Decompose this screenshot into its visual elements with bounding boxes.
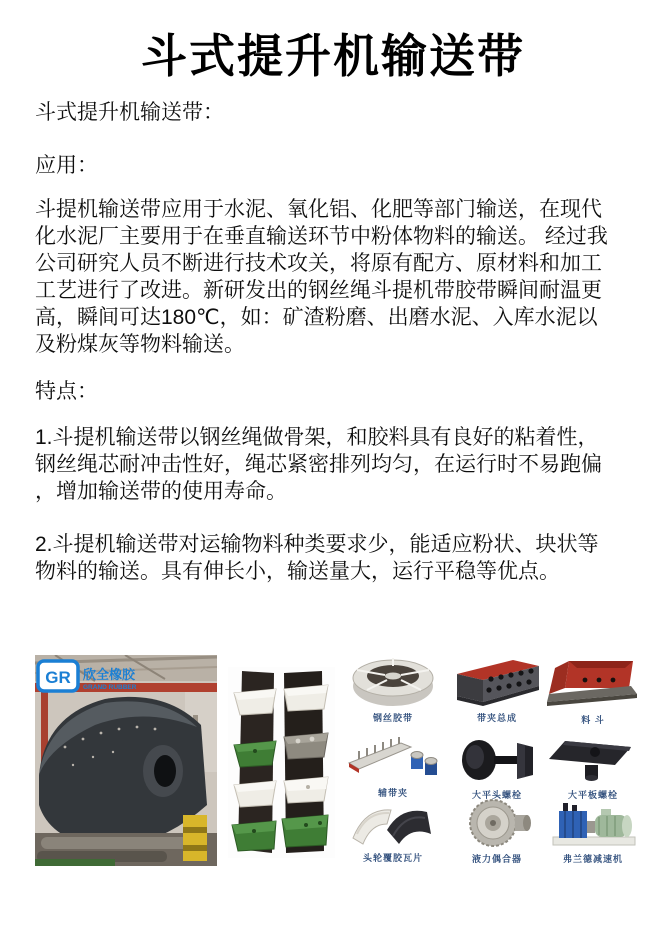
head-pulley-rubber-tile-image <box>347 800 439 848</box>
application-line: 工艺进行了改进。新研发出的钢丝绳斗提机带胶带瞬间耐温更 <box>35 279 602 302</box>
product-label: 弗兰德减速机 <box>562 854 623 864</box>
product-card <box>543 658 643 726</box>
application-line: 及粉煤灰等物料输送。 <box>35 333 245 356</box>
product-card <box>343 800 443 864</box>
logo-cn: 欣全橡胶 <box>83 668 136 683</box>
product-card <box>343 656 443 724</box>
flat-head-bolt-image <box>451 735 543 785</box>
flat-plate-bolt-image <box>547 735 639 785</box>
product-card <box>447 656 547 724</box>
application-line: 高，瞬间可达180℃，如：矿渣粉磨、出磨水泥、入库水泥以 <box>35 306 598 329</box>
product-label: 钢丝胶带 <box>372 713 413 723</box>
product-label: 大平板螺栓 <box>567 790 618 800</box>
application-heading <box>35 152 635 179</box>
factory-belt-roll-photo <box>35 655 217 866</box>
feature-1-line: 钢丝绳芯耐冲击性好，绳芯紧密排列均匀，在运行时不易跑偏 <box>35 453 602 476</box>
features-heading <box>35 378 635 405</box>
belt-laying-clamp-image <box>347 737 439 783</box>
product-label: 带夹总成 <box>476 713 517 723</box>
product-label: 辅带夹 <box>377 788 408 798</box>
product-card <box>543 735 643 801</box>
feature-1-line: ，增加输送带的使用寿命。 <box>35 480 287 503</box>
application-heading-text: 应用： <box>35 154 98 177</box>
steel-cord-belt-image <box>347 656 439 708</box>
elevator-bucket-board-image <box>228 667 335 858</box>
flender-reducer-image <box>547 797 639 849</box>
feature-2-line: 物料的输送。具有伸长小，输送量大，运行平稳等优点。 <box>35 560 560 583</box>
application-line: 斗提机输送带应用于水泥、氧化铝、化肥等部门输送，在现代 <box>35 198 602 221</box>
belt-clamp-assembly-image <box>451 656 543 708</box>
product-card <box>447 797 547 865</box>
application-line: 化水泥厂主要用于在垂直输送环节中粉体物料的输送。 经过我 <box>35 225 608 248</box>
feature-2-paragraph <box>35 531 635 585</box>
product-label: 头轮覆胶瓦片 <box>362 853 423 863</box>
intro-heading-text: 斗式提升机输送带： <box>35 101 224 124</box>
product-card <box>343 737 443 799</box>
feature-1-paragraph <box>35 424 635 505</box>
product-label: 料 斗 <box>581 715 605 725</box>
elevator-bucket-board-photo <box>228 667 335 858</box>
product-label: 液力偶合器 <box>471 854 522 864</box>
product-card <box>543 797 643 865</box>
intro-heading <box>35 99 635 126</box>
product-card <box>447 735 547 801</box>
feature-1-line: 1.斗提机输送带以钢丝绳做骨架，和胶料具有良好的粘着性， <box>35 426 599 449</box>
features-heading-text: 特点： <box>35 380 98 403</box>
product-label: 大平头螺栓 <box>471 790 522 800</box>
logo-en: GRAND RUBBER <box>83 684 137 691</box>
hopper-image <box>547 658 639 710</box>
feature-2-line: 2.斗提机输送带对运输物料种类要求少，能适应粉状、块状等 <box>35 533 599 556</box>
logo-monogram: GR <box>45 668 71 687</box>
factory-belt-roll-image <box>35 655 217 866</box>
page-title: 斗式提升机输送带 <box>141 30 525 82</box>
application-paragraph <box>35 196 635 358</box>
fluid-coupling-image <box>451 797 543 849</box>
application-line: 公司研究人员不断进行技术攻关，将原有配方、原材料和加工 <box>35 252 602 275</box>
